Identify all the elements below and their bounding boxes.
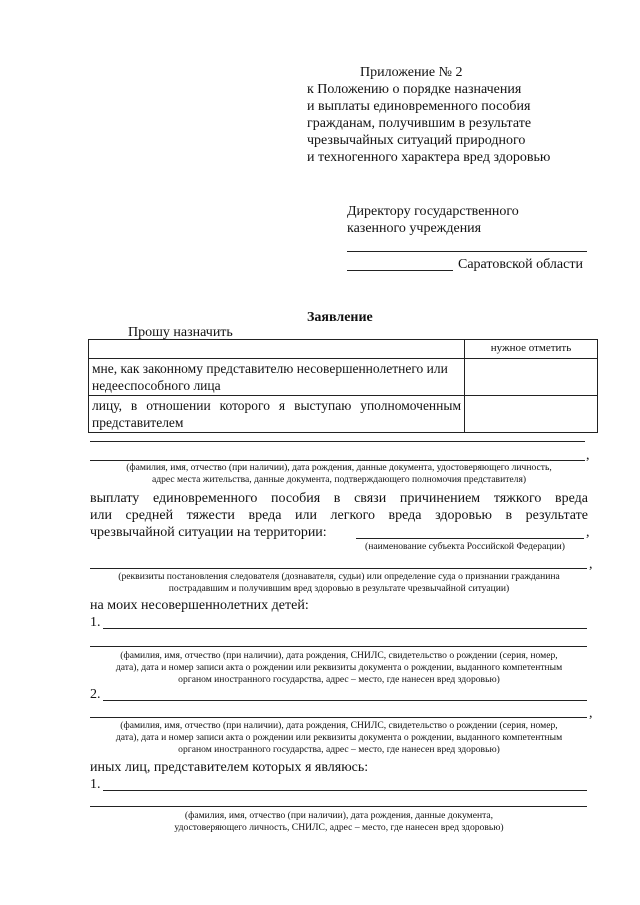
child-2-comma: , (589, 706, 593, 721)
child-2-hint-line-2: дата), дата и номер записи акта о рождении или реквизиты документа о рождении, выданного компетентным (115, 732, 563, 743)
choice-table-header: нужное отметить (465, 340, 598, 359)
choice-row-1-text: мне, как законному представителю несовершеннолетнего или недееспособного лица (89, 359, 465, 396)
addressee-blank-line-1[interactable] (347, 251, 587, 252)
choice-table-header-empty (89, 340, 465, 359)
child-2-hint-line-1: (фамилия, имя, отчество (при наличии), дата рождения, СНИЛС, свидетельство о рождении (серия, номер, (120, 720, 558, 731)
choice-row-2-mark-cell[interactable] (465, 396, 598, 433)
appendix-line-5: и техногенного характера вред здоровью (307, 150, 551, 165)
appendix-line-4: чрезвычайных ситуаций природного (307, 133, 526, 148)
children-heading: на моих несовершеннолетних детей: (90, 598, 309, 613)
territory-field[interactable] (356, 538, 584, 539)
child-1-fill-line-1[interactable] (103, 628, 587, 629)
appendix-line-3: гражданам, получившим в результате (307, 116, 532, 131)
territory-label: чрезвычайной ситуации на территории: (90, 525, 327, 540)
appendix-line-2: и выплаты единовременного пособия (307, 99, 531, 114)
applicant-hint-line-1: (фамилия, имя, отчество (при наличии), дата рождения, данные документа, удостоверяющего личность, (126, 462, 552, 473)
payment-text-line-1: выплату единовременного пособия в связи причинением тяжкого вреда (90, 491, 588, 506)
other-1-fill-line-2[interactable] (90, 806, 587, 807)
child-2-hint-line-3: органом иностранного государства, адрес – место, где нанесен вред здоровью) (178, 744, 500, 755)
addressee-line-1: Директору государственного (347, 204, 519, 219)
child-1-fill-line-2[interactable] (90, 646, 587, 647)
others-heading: иных лиц, представителем которых я являюсь: (90, 760, 369, 775)
choice-row-authorized-representative (89, 396, 598, 433)
decree-comma: , (589, 557, 593, 572)
territory-hint: (наименование субъекта Российской Федерации) (365, 541, 565, 552)
decree-fill-line[interactable] (90, 568, 587, 569)
choice-row-legal-representative (89, 359, 598, 396)
addressee-region: Саратовской области (458, 257, 583, 272)
applicant-hint-line-2: адрес места жительства, данные документа, подтверждающего полномочия представителя) (151, 474, 527, 485)
addressee-line-2: казенного учреждения (347, 221, 482, 236)
choice-row-1-mark-cell[interactable] (465, 359, 598, 396)
choice-row-2-text: лицу, в отношении которого я выступаю уполномоченным представителем (89, 396, 465, 433)
addressee-blank-line-2[interactable] (347, 270, 453, 271)
page-title: Заявление (307, 310, 373, 325)
other-1-hint-line-1: (фамилия, имя, отчество (при наличии), дата рождения, данные документа, (184, 810, 494, 821)
request-intro: Прошу назначить (128, 325, 233, 340)
applicant-fill-line-2[interactable] (90, 460, 585, 461)
child-2-fill-line-1[interactable] (103, 700, 587, 701)
child-2-fill-line-2[interactable] (90, 717, 587, 718)
other-1-fill-line-1[interactable] (103, 790, 587, 791)
child-2-number: 2. (90, 687, 101, 702)
child-1-number: 1. (90, 615, 101, 630)
other-1-hint-line-2: удостоверяющего личность, СНИЛС, адрес – место, где нанесен вред здоровью) (174, 822, 504, 833)
choice-table (88, 339, 598, 433)
child-1-hint-line-2: дата), дата и номер записи акта о рождении или реквизиты документа о рождении, выданного компетентным (115, 662, 563, 673)
applicant-comma: , (586, 448, 590, 463)
child-1-hint-line-3: органом иностранного государства, адрес – место, где нанесен вред здоровью) (178, 674, 500, 685)
decree-hint-line-1: (реквизиты постановления следователя (дознавателя, судьи) или определение суда о признании гражданина (118, 571, 560, 582)
child-1-hint-line-1: (фамилия, имя, отчество (при наличии), дата рождения, СНИЛС, свидетельство о рождении (серия, номер, (120, 650, 558, 661)
payment-text-line-2: или средней тяжести вреда или легкого вреда здоровью в результате (90, 508, 588, 523)
choice-table-header-row (89, 340, 598, 359)
appendix-line-1: к Положению о порядке назначения (307, 82, 522, 97)
other-1-number: 1. (90, 777, 101, 792)
appendix-title: Приложение № 2 (360, 65, 463, 80)
decree-hint-line-2: пострадавшим и получившим вред здоровью в результате чрезвычайной ситуации) (168, 583, 510, 594)
territory-comma: , (586, 525, 590, 540)
applicant-fill-line-1[interactable] (90, 441, 585, 442)
